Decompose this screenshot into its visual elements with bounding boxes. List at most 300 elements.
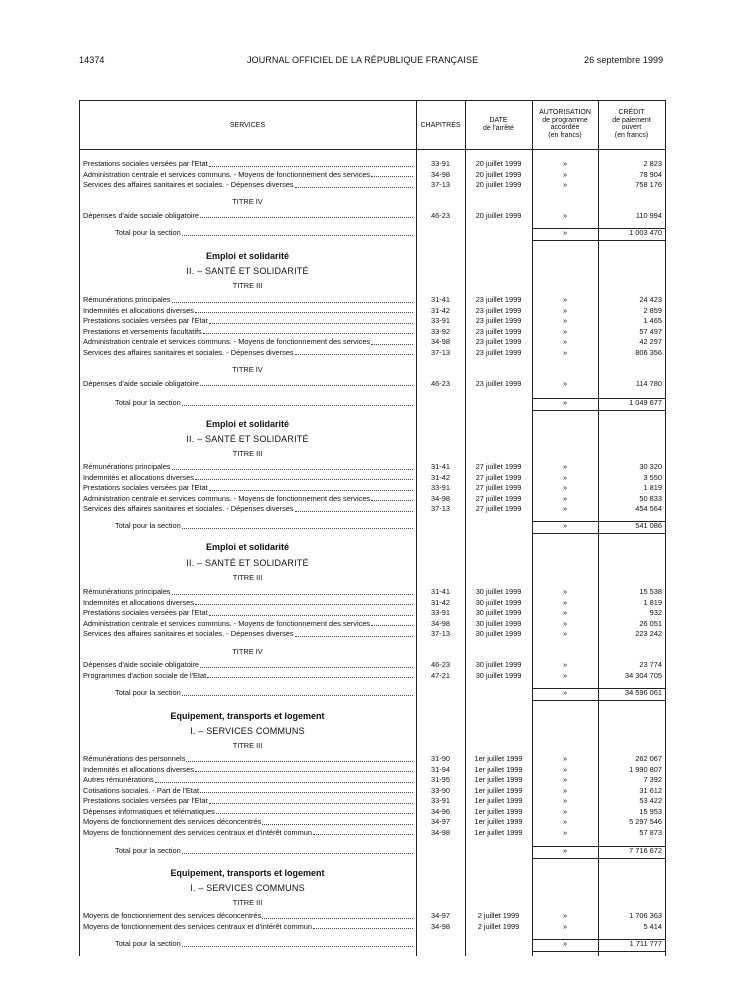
- authorization-value: »: [562, 472, 568, 482]
- total-row: [79, 688, 666, 699]
- authorization-value: »: [562, 347, 568, 357]
- total-credit: 541 086: [635, 521, 662, 530]
- decree-date: 20 juillet 1999: [475, 169, 522, 179]
- credit-value: 223 242: [635, 629, 662, 638]
- chapter-code: 31-42: [431, 472, 450, 482]
- titre-heading: TITRE IV: [232, 197, 263, 206]
- credit-value: 1 990 807: [629, 764, 662, 774]
- decree-date: 1er juillet 1999: [474, 806, 523, 816]
- service-label: [83, 494, 414, 505]
- service-label: [83, 754, 414, 765]
- credit-value: 1 465: [643, 316, 662, 325]
- section-title: I. – SERVICES COMMUNS: [190, 883, 305, 893]
- service-name: Prestations sociales versées par l'Etat: [83, 159, 208, 168]
- total-label: [115, 521, 414, 532]
- service-name: Administration centrale et services communs. - Moyens de fonctionnement des services: [83, 337, 371, 346]
- service-label: [83, 379, 414, 390]
- service-name: Services des affaires sanitaires et sociales. - Dépenses diverses: [83, 347, 294, 357]
- chapter-code: 34-97: [431, 911, 450, 920]
- chapter-code: 33-91: [431, 159, 450, 168]
- table-row: [79, 775, 666, 786]
- leader-dots: [295, 180, 413, 188]
- credit-value: 57 497: [639, 326, 662, 336]
- authorization-value: »: [562, 316, 568, 325]
- service-label: [83, 327, 414, 338]
- credit-value: 2 859: [643, 305, 662, 315]
- authorization-value: »: [562, 911, 568, 920]
- leader-dots: [155, 775, 413, 783]
- titre-heading: TITRE III: [232, 573, 263, 582]
- authorization-value: »: [562, 180, 568, 189]
- titre-heading: TITRE IV: [232, 365, 263, 374]
- section-title: II. – SANTÉ ET SOLIDARITÉ: [186, 558, 309, 568]
- table-row: [79, 327, 666, 338]
- credit-value: 31 612: [639, 785, 662, 795]
- service-label: [83, 473, 414, 484]
- decree-date: 27 juillet 1999: [475, 483, 522, 492]
- authorization-value: »: [562, 504, 568, 513]
- chapter-code: 34-98: [431, 618, 450, 628]
- service-label: [83, 483, 414, 494]
- authorization-value: »: [562, 660, 568, 669]
- leader-dots: [172, 587, 413, 595]
- service-label: [83, 337, 414, 348]
- credit-value: 262 067: [635, 754, 662, 763]
- credit-value: 7 392: [643, 775, 662, 784]
- decree-date: 23 juillet 1999: [475, 305, 522, 315]
- service-name: Services des affaires sanitaires et sociales. - Dépenses diverses: [83, 504, 294, 513]
- service-label: [83, 170, 414, 181]
- service-name: Rémunérations des personnels: [83, 754, 186, 763]
- total-label: [115, 228, 414, 239]
- leader-dots: [182, 398, 413, 406]
- decree-date: 23 juillet 1999: [475, 347, 522, 357]
- service-name: Dépenses d'aide sociale obligatoire: [83, 378, 200, 388]
- service-name: Indemnités et allocations diverses: [83, 597, 194, 607]
- leader-dots: [371, 170, 413, 178]
- authorization-value: »: [562, 827, 568, 837]
- issue-date: 26 septembre 1999: [584, 55, 664, 65]
- service-label: [83, 786, 414, 797]
- authorization-value: »: [562, 337, 568, 346]
- table-row: [79, 170, 666, 181]
- service-name: Moyens de fonctionnement des services centraux et d'intérêt commun: [83, 827, 312, 837]
- titre-heading: TITRE IV: [232, 647, 263, 656]
- leader-dots: [200, 786, 413, 794]
- service-name: Indemnités et allocations diverses: [83, 764, 194, 774]
- table-row: [79, 337, 666, 348]
- service-name: Services des affaires sanitaires et sociales. - Dépenses diverses: [83, 180, 294, 189]
- chapter-code: 46-23: [431, 660, 450, 669]
- leader-dots: [172, 462, 413, 470]
- table-row: [79, 922, 666, 933]
- chapter-code: 37-13: [431, 180, 450, 189]
- authorization-value: »: [562, 483, 568, 492]
- table-row: [79, 817, 666, 828]
- service-name: Autres rémunérations: [83, 775, 154, 784]
- chapter-code: 33-90: [431, 785, 450, 795]
- leader-dots: [216, 807, 413, 815]
- journal-title: JOURNAL OFFICIEL DE LA RÉPUBLIQUE FRANÇAISE: [247, 55, 479, 65]
- decree-date: 1er juillet 1999: [474, 754, 523, 763]
- table-row: [79, 494, 666, 505]
- decree-date: 30 juillet 1999: [475, 608, 522, 617]
- chapter-code: 34-98: [431, 921, 450, 931]
- total-label: [115, 846, 414, 857]
- ministry-title: Emploi et solidarité: [205, 251, 290, 261]
- service-name: Indemnités et allocations diverses: [83, 472, 194, 482]
- titre-heading: TITRE III: [232, 741, 263, 750]
- chapter-code: 34-98: [431, 337, 450, 346]
- service-name: Administration centrale et services communs. - Moyens de fonctionnement des services: [83, 618, 371, 628]
- authorization-value: »: [562, 305, 568, 315]
- leader-dots: [209, 159, 413, 167]
- ministry-title: Emploi et solidarité: [205, 542, 290, 552]
- table-top-border: [79, 100, 666, 101]
- leader-dots: [207, 671, 413, 679]
- total-credit: 34 596 061: [625, 688, 662, 697]
- service-name: Moyens de fonctionnement des services déconcentrés: [83, 817, 262, 826]
- chapter-code: 31-42: [431, 305, 450, 315]
- service-label: [83, 598, 414, 609]
- table-row: [79, 765, 666, 776]
- service-label: [83, 796, 414, 807]
- total-authorization: »: [562, 846, 568, 855]
- header-autorisation-line: AUTORISATION: [539, 109, 591, 116]
- service-label: [83, 817, 414, 828]
- authorization-value: »: [562, 785, 568, 795]
- authorization-value: »: [562, 587, 568, 596]
- titre-heading: TITRE III: [232, 898, 263, 907]
- total-row: [79, 398, 666, 409]
- service-name: Rémunérations principales: [83, 295, 171, 304]
- header-credit-line: ouvert: [621, 124, 642, 132]
- service-name: Prestations sociales versées par l'Etat: [83, 316, 208, 325]
- chapter-code: 31-94: [431, 764, 450, 774]
- table-row: [79, 660, 666, 671]
- table-row: [79, 608, 666, 619]
- total-credit: 1 003 470: [629, 228, 662, 237]
- leader-dots: [182, 846, 413, 854]
- credit-value: 15 538: [639, 587, 662, 596]
- credit-value: 26 051: [639, 618, 662, 628]
- authorization-value: »: [562, 817, 568, 826]
- service-name: Moyens de fonctionnement des services déconcentrés: [83, 911, 262, 920]
- chapter-code: 31-42: [431, 597, 450, 607]
- header-autorisation-line: de programme: [542, 116, 588, 124]
- credit-value: 806 356: [635, 347, 662, 357]
- ministry-title: Equipement, transports et logement: [170, 868, 325, 878]
- decree-date: 23 juillet 1999: [475, 337, 522, 346]
- credit-value: 2 823: [643, 159, 662, 168]
- credit-value: 23 774: [639, 660, 662, 669]
- credit-value: 24 423: [639, 295, 662, 304]
- service-label: [83, 348, 414, 359]
- titre-heading: TITRE III: [232, 281, 263, 290]
- service-name: Dépenses d'aide sociale obligatoire: [83, 660, 200, 669]
- leader-dots: [200, 379, 413, 387]
- header-bottom-border: [79, 149, 666, 150]
- authorization-value: »: [562, 806, 568, 816]
- leader-dots: [200, 660, 413, 668]
- leader-dots: [209, 316, 413, 324]
- decree-date: 1er juillet 1999: [474, 827, 523, 837]
- decree-date: 30 juillet 1999: [475, 670, 522, 680]
- decree-date: 20 juillet 1999: [475, 210, 522, 220]
- table-row: [79, 180, 666, 191]
- service-label: [83, 660, 414, 671]
- table-row: [79, 348, 666, 359]
- header-autorisation: [532, 109, 598, 139]
- chapter-code: 33-92: [431, 326, 450, 336]
- chapter-code: 37-13: [431, 629, 450, 638]
- chapter-code: 31-95: [431, 775, 450, 784]
- header-credit-line: (en francs): [614, 131, 649, 139]
- chapter-code: 31-90: [431, 754, 450, 763]
- chapter-code: 34-97: [431, 817, 450, 826]
- chapter-code: 46-23: [431, 210, 450, 220]
- service-label: [83, 504, 414, 515]
- leader-dots: [262, 817, 413, 825]
- leader-dots: [195, 765, 413, 773]
- service-label: [83, 911, 414, 922]
- decree-date: 30 juillet 1999: [475, 587, 522, 596]
- chapter-code: 34-98: [431, 827, 450, 837]
- table-row: [79, 598, 666, 609]
- header-services: SERVICES: [229, 122, 266, 129]
- total-row: [79, 228, 666, 239]
- leader-dots: [371, 337, 413, 345]
- chapter-code: 33-91: [431, 316, 450, 325]
- authorization-value: »: [562, 921, 568, 931]
- credit-value: 932: [649, 608, 662, 617]
- header-chapitres: CHAPITRES: [420, 122, 461, 129]
- decree-date: 23 juillet 1999: [475, 326, 522, 336]
- header-autorisation-line: accordée: [550, 124, 580, 132]
- leader-dots: [195, 473, 413, 481]
- leader-dots: [182, 688, 413, 696]
- chapter-code: 37-13: [431, 504, 450, 513]
- service-label: [83, 629, 414, 640]
- decree-date: 20 juillet 1999: [475, 159, 522, 168]
- leader-dots: [371, 494, 413, 502]
- header-credit-line: de paiement: [612, 116, 651, 124]
- credit-value: 454 564: [635, 504, 662, 513]
- service-label: [83, 306, 414, 317]
- total-text: Total pour la section: [115, 228, 181, 237]
- chapter-code: 33-91: [431, 608, 450, 617]
- leader-dots: [209, 796, 413, 804]
- chapter-code: 34-98: [431, 493, 450, 503]
- section-title: II. – SANTÉ ET SOLIDARITÉ: [186, 266, 309, 276]
- total-label: [115, 939, 414, 950]
- chapter-code: 31-41: [431, 295, 450, 304]
- service-label: [83, 316, 414, 327]
- leader-dots: [295, 348, 413, 356]
- decree-date: 27 juillet 1999: [475, 504, 522, 513]
- service-label: [83, 828, 414, 839]
- service-name: Prestations et versements facultatifs: [83, 326, 202, 336]
- ministry-title: Emploi et solidarité: [205, 419, 290, 429]
- total-authorization: »: [562, 939, 568, 948]
- credit-value: 758 176: [635, 180, 662, 189]
- table-row: [79, 911, 666, 922]
- service-name: Prestations sociales versées par l'Etat: [83, 483, 208, 492]
- credit-value: 34 304 705: [625, 670, 662, 680]
- leader-dots: [209, 483, 413, 491]
- service-label: [83, 295, 414, 306]
- credit-value: 5 297 546: [629, 817, 662, 826]
- total-authorization: »: [562, 398, 568, 407]
- credit-value: 5 414: [643, 921, 662, 931]
- decree-date: 1er juillet 1999: [474, 785, 523, 795]
- authorization-value: »: [562, 764, 568, 774]
- header-date: [465, 117, 532, 132]
- chapter-code: 47-21: [431, 670, 450, 680]
- total-row: [79, 846, 666, 857]
- section-title: I. – SERVICES COMMUNS: [190, 726, 305, 736]
- credit-value: 3 550: [643, 472, 662, 482]
- decree-date: 23 juillet 1999: [475, 316, 522, 325]
- service-name: Cotisations sociales. - Part de l'Etat: [83, 785, 200, 795]
- table-row: [79, 379, 666, 390]
- header-date-line: de l'arrêté: [483, 124, 514, 132]
- titre-heading: TITRE III: [232, 449, 263, 458]
- service-label: [83, 159, 414, 170]
- decree-date: 30 juillet 1999: [475, 660, 522, 669]
- ministry-title: Equipement, transports et logement: [170, 711, 325, 721]
- header-credit-line: CRÉDIT: [618, 109, 645, 116]
- service-name: Administration centrale et services communs. - Moyens de fonctionnement des services: [83, 493, 371, 503]
- chapter-code: 37-13: [431, 347, 450, 357]
- appropriations-table: [79, 100, 666, 956]
- table-row: [79, 211, 666, 222]
- table-row: [79, 504, 666, 515]
- leader-dots: [371, 619, 413, 627]
- service-label: [83, 765, 414, 776]
- decree-date: 27 juillet 1999: [475, 462, 522, 471]
- service-label: [83, 587, 414, 598]
- service-label: [83, 775, 414, 786]
- total-authorization: »: [562, 521, 568, 530]
- decree-date: 30 juillet 1999: [475, 618, 522, 628]
- service-label: [83, 462, 414, 473]
- decree-date: 1er juillet 1999: [474, 817, 523, 826]
- table-row: [79, 295, 666, 306]
- decree-date: 2 juillet 1999: [477, 921, 520, 931]
- credit-value: 78 904: [639, 169, 662, 179]
- header-credit: [598, 109, 665, 139]
- table-row: [79, 671, 666, 682]
- total-credit: 7 716 672: [629, 846, 662, 855]
- credit-value: 114 780: [635, 378, 662, 388]
- leader-dots: [203, 327, 413, 335]
- authorization-value: »: [562, 608, 568, 617]
- service-name: Programmes d'action sociale de l'Etat: [83, 670, 207, 680]
- decree-date: 27 juillet 1999: [475, 493, 522, 503]
- authorization-value: »: [562, 378, 568, 388]
- leader-dots: [262, 911, 413, 919]
- chapter-code: 34-98: [431, 169, 450, 179]
- credit-value: 1 819: [643, 597, 662, 607]
- authorization-value: »: [562, 169, 568, 179]
- credit-value: 42 297: [639, 337, 662, 346]
- leader-dots: [313, 922, 413, 930]
- service-name: Rémunérations principales: [83, 462, 171, 471]
- service-label: [83, 180, 414, 191]
- total-text: Total pour la section: [115, 939, 181, 948]
- table-row: [79, 462, 666, 473]
- leader-dots: [182, 521, 413, 529]
- leader-dots: [195, 598, 413, 606]
- service-label: [83, 619, 414, 630]
- service-name: Prestations sociales versées par l'Etat: [83, 608, 208, 617]
- authorization-value: »: [562, 597, 568, 607]
- total-credit: 1 049 677: [629, 398, 662, 407]
- service-name: Dépenses informatiques et télématiques: [83, 806, 215, 816]
- decree-date: 23 juillet 1999: [475, 378, 522, 388]
- decree-date: 2 juillet 1999: [477, 911, 520, 920]
- total-text: Total pour la section: [115, 846, 181, 855]
- chapter-code: 31-41: [431, 462, 450, 471]
- authorization-value: »: [562, 159, 568, 168]
- table-row: [79, 754, 666, 765]
- chapter-code: 46-23: [431, 378, 450, 388]
- table-row: [79, 619, 666, 630]
- service-name: Administration centrale et services communs. - Moyens de fonctionnement des services: [83, 169, 371, 179]
- total-authorization: »: [562, 688, 568, 697]
- authorization-value: »: [562, 462, 568, 471]
- chapter-code: 33-91: [431, 796, 450, 805]
- service-name: Dépenses d'aide sociale obligatoire: [83, 210, 200, 220]
- service-name: Indemnités et allocations diverses: [83, 305, 194, 315]
- total-row: [79, 521, 666, 532]
- table-row: [79, 473, 666, 484]
- leader-dots: [182, 228, 413, 236]
- table-row: [79, 807, 666, 818]
- table-row: [79, 828, 666, 839]
- credit-value: 1 706 363: [629, 911, 662, 920]
- credit-value: 57 873: [639, 827, 662, 837]
- leader-dots: [186, 754, 413, 762]
- header-autorisation-line: (en francs): [548, 131, 582, 139]
- decree-date: 1er juillet 1999: [474, 796, 523, 805]
- service-label: [83, 211, 414, 222]
- leader-dots: [295, 504, 413, 512]
- table-row: [79, 629, 666, 640]
- authorization-value: »: [562, 210, 568, 220]
- total-row: [79, 939, 666, 950]
- authorization-value: »: [562, 295, 568, 304]
- authorization-value: »: [562, 629, 568, 638]
- total-text: Total pour la section: [115, 688, 181, 697]
- credit-value: 53 422: [639, 796, 662, 805]
- service-label: [83, 608, 414, 619]
- table-row: [79, 306, 666, 317]
- authorization-value: »: [562, 493, 568, 503]
- decree-date: 27 juillet 1999: [475, 472, 522, 482]
- table-row: [79, 587, 666, 598]
- credit-value: 110 994: [635, 210, 662, 220]
- credit-value: 50 833: [639, 493, 662, 503]
- total-label: [115, 398, 414, 409]
- authorization-value: »: [562, 618, 568, 628]
- service-name: Services des affaires sanitaires et sociales. - Dépenses diverses: [83, 629, 294, 638]
- page-number: 14374: [79, 55, 105, 65]
- decree-date: 30 juillet 1999: [475, 597, 522, 607]
- service-name: Prestations sociales versées par l'Etat: [83, 796, 208, 805]
- decree-date: 30 juillet 1999: [475, 629, 522, 638]
